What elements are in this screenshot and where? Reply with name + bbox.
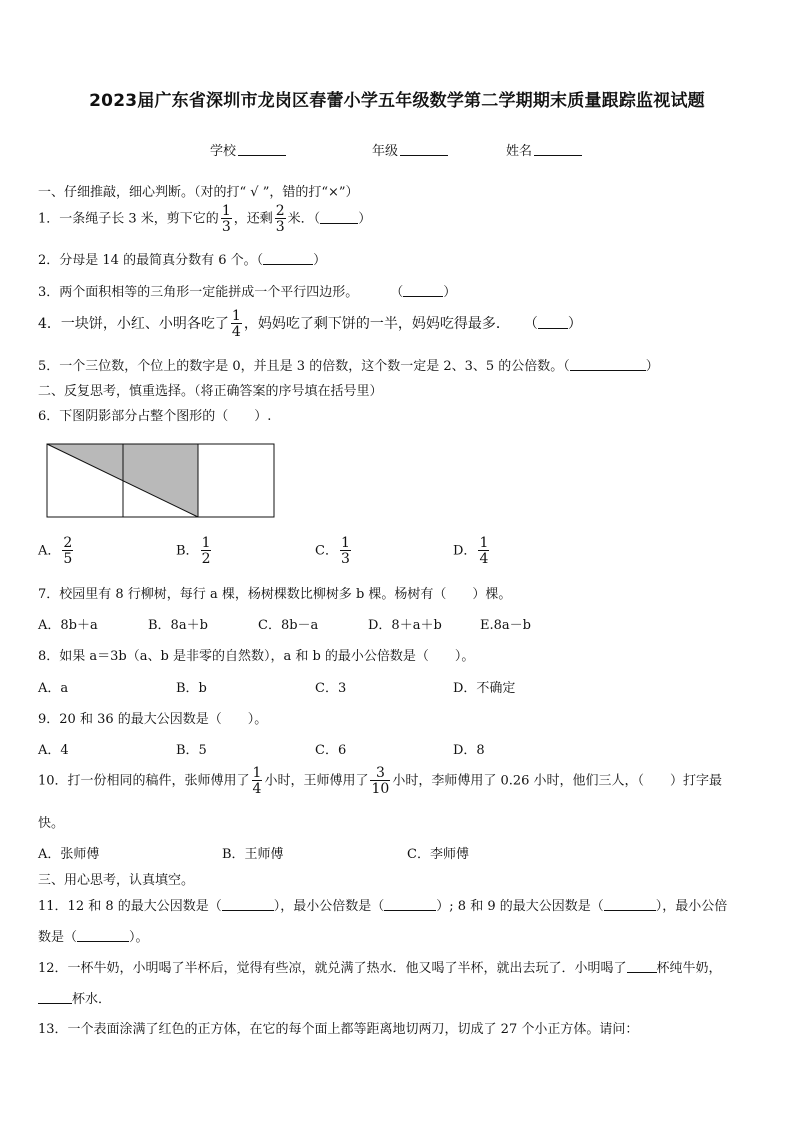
- option-c[interactable]: C．6: [315, 743, 347, 758]
- option-c[interactable]: C． $\frac{1}{3}$: [315, 535, 350, 567]
- fraction: $\frac{3}{10}$: [371, 765, 390, 797]
- question-12: 12．一杯牛奶，小明喝了半杯后，觉得有些凉，就兑满了热水．他又喝了半杯，就出去玩了．小明喝了 杯纯牛奶，: [38, 961, 722, 976]
- fraction: $\frac{1}{4}$: [231, 308, 241, 340]
- name-blank[interactable]: [534, 143, 582, 156]
- fraction: $\frac{1}{3}$: [221, 203, 231, 235]
- option-b[interactable]: B．b: [176, 681, 207, 696]
- option-d[interactable]: D．8: [453, 743, 485, 758]
- question-5: 5．一个三位数，个位上的数字是 0，并且是 3 的倍数，这个数一定是 2、3、5 的公倍数。（ ）: [38, 359, 659, 374]
- question-6-options: [38, 536, 758, 566]
- option-a[interactable]: A．8b＋a: [38, 618, 98, 633]
- question-9-options: [38, 739, 758, 769]
- question-3: 3．两个面积相等的三角形一定能拼成一个平行四边形。 （ ）: [38, 285, 457, 300]
- option-b[interactable]: B．王师傅: [222, 847, 284, 862]
- question-9-stem: 9．20 和 36 的最大公因数是（ ）。: [38, 712, 268, 727]
- option-a[interactable]: A． $\frac{2}{5}$: [38, 535, 73, 567]
- option-b[interactable]: B．5: [176, 743, 207, 758]
- question-13: 13．一个表面涂满了红色的正方体，在它的每个面上都等距离地切两刀，切成了 27 个小正方体。请问：: [38, 1022, 639, 1037]
- answer-blank[interactable]: [38, 991, 72, 1004]
- question-10: 10．打一份相同的稿件，张师傅用了 $\frac{1}{4}$ 小时，王师傅用了 $\frac{3}{10}$ 小时，李师傅用了 0.26 小时，他们三人，（ ）打字最: [38, 765, 723, 797]
- option-d[interactable]: D． $\frac{1}{4}$: [453, 535, 489, 567]
- question-11-cont: 数是（ ）。: [38, 930, 149, 945]
- answer-blank[interactable]: [320, 211, 358, 224]
- school-blank[interactable]: [238, 143, 286, 156]
- answer-blank[interactable]: [384, 898, 436, 911]
- question-1: 1．一条绳子长 3 米，剪下它的 $\frac{1}{3}$ ，还剩 $\frac{2}{3}$ 米．（ ）: [38, 203, 372, 235]
- section-1-heading: 一、仔细推敲，细心判断。（对的打“ √ ”，错的打“×”）: [38, 185, 359, 200]
- school-field[interactable]: [210, 140, 286, 159]
- question-10-cont: 快。: [38, 816, 65, 831]
- question-8-stem: 8．如果 a＝3b（a、b 是非零的自然数），a 和 b 的最小公倍数是（ ）。: [38, 649, 475, 664]
- question-7-stem: 7．校园里有 8 行柳树，每行 a 棵，杨树棵数比柳树多 b 棵。杨树有（ ）棵。: [38, 587, 512, 602]
- grade-label: 年级: [372, 144, 399, 159]
- q6-figure: [46, 443, 276, 519]
- question-4: 4．一块饼，小红、小明各吃了 $\frac{1}{4}$ ，妈妈吃了剩下饼的一半，妈妈吃得最多． （ ）: [38, 308, 582, 340]
- fraction: $\frac{2}{3}$: [275, 203, 285, 235]
- grade-field[interactable]: [372, 140, 448, 159]
- option-a[interactable]: A．4: [38, 743, 69, 758]
- option-d[interactable]: D．8＋a＋b: [368, 618, 442, 633]
- answer-blank[interactable]: [263, 252, 313, 265]
- question-12-cont: 杯水．: [38, 988, 111, 1007]
- option-b[interactable]: B． $\frac{1}{2}$: [176, 535, 211, 567]
- question-7-options: [38, 614, 758, 644]
- answer-blank[interactable]: [403, 284, 443, 297]
- question-2: 2．分母是 14 的最简真分数有 6 个。（ ）: [38, 253, 327, 268]
- option-a[interactable]: A．a: [38, 681, 69, 696]
- answer-blank[interactable]: [604, 898, 656, 911]
- page-title: 2023届广东省深圳市龙岗区春蕾小学五年级数学第二学期期末质量跟踪监视试题: [89, 91, 705, 111]
- answer-blank[interactable]: [627, 960, 657, 973]
- section-3-heading: 三、用心思考，认真填空。: [38, 873, 195, 888]
- option-c[interactable]: C．李师傅: [407, 847, 469, 862]
- school-label: 学校: [210, 144, 237, 159]
- fraction: $\frac{1}{4}$: [252, 765, 262, 797]
- option-d[interactable]: D．不确定: [453, 681, 516, 696]
- answer-blank[interactable]: [570, 358, 646, 371]
- option-e[interactable]: E.8a－b: [480, 618, 531, 633]
- answer-blank[interactable]: [77, 929, 129, 942]
- section-2-heading: 二、反复思考，慎重选择。（将正确答案的序号填在括号里）: [38, 384, 383, 399]
- option-c[interactable]: C．3: [315, 681, 347, 696]
- question-8-options: [38, 677, 758, 707]
- answer-blank[interactable]: [538, 316, 568, 329]
- option-a[interactable]: A．张师傅: [38, 847, 100, 862]
- option-b[interactable]: B．8a＋b: [148, 618, 208, 633]
- answer-blank[interactable]: [222, 898, 274, 911]
- name-field[interactable]: [506, 140, 582, 159]
- question-11: 11．12 和 8 的最大公因数是（ ），最小公倍数是（ ）; 8 和 9 的最大公因数是（ ），最小公倍: [38, 899, 728, 914]
- option-c[interactable]: C．8b－a: [258, 618, 319, 633]
- question-6-stem: 6．下图阴影部分占整个图形的（ ）.: [38, 409, 272, 424]
- name-label: 姓名: [506, 144, 533, 159]
- grade-blank[interactable]: [400, 143, 448, 156]
